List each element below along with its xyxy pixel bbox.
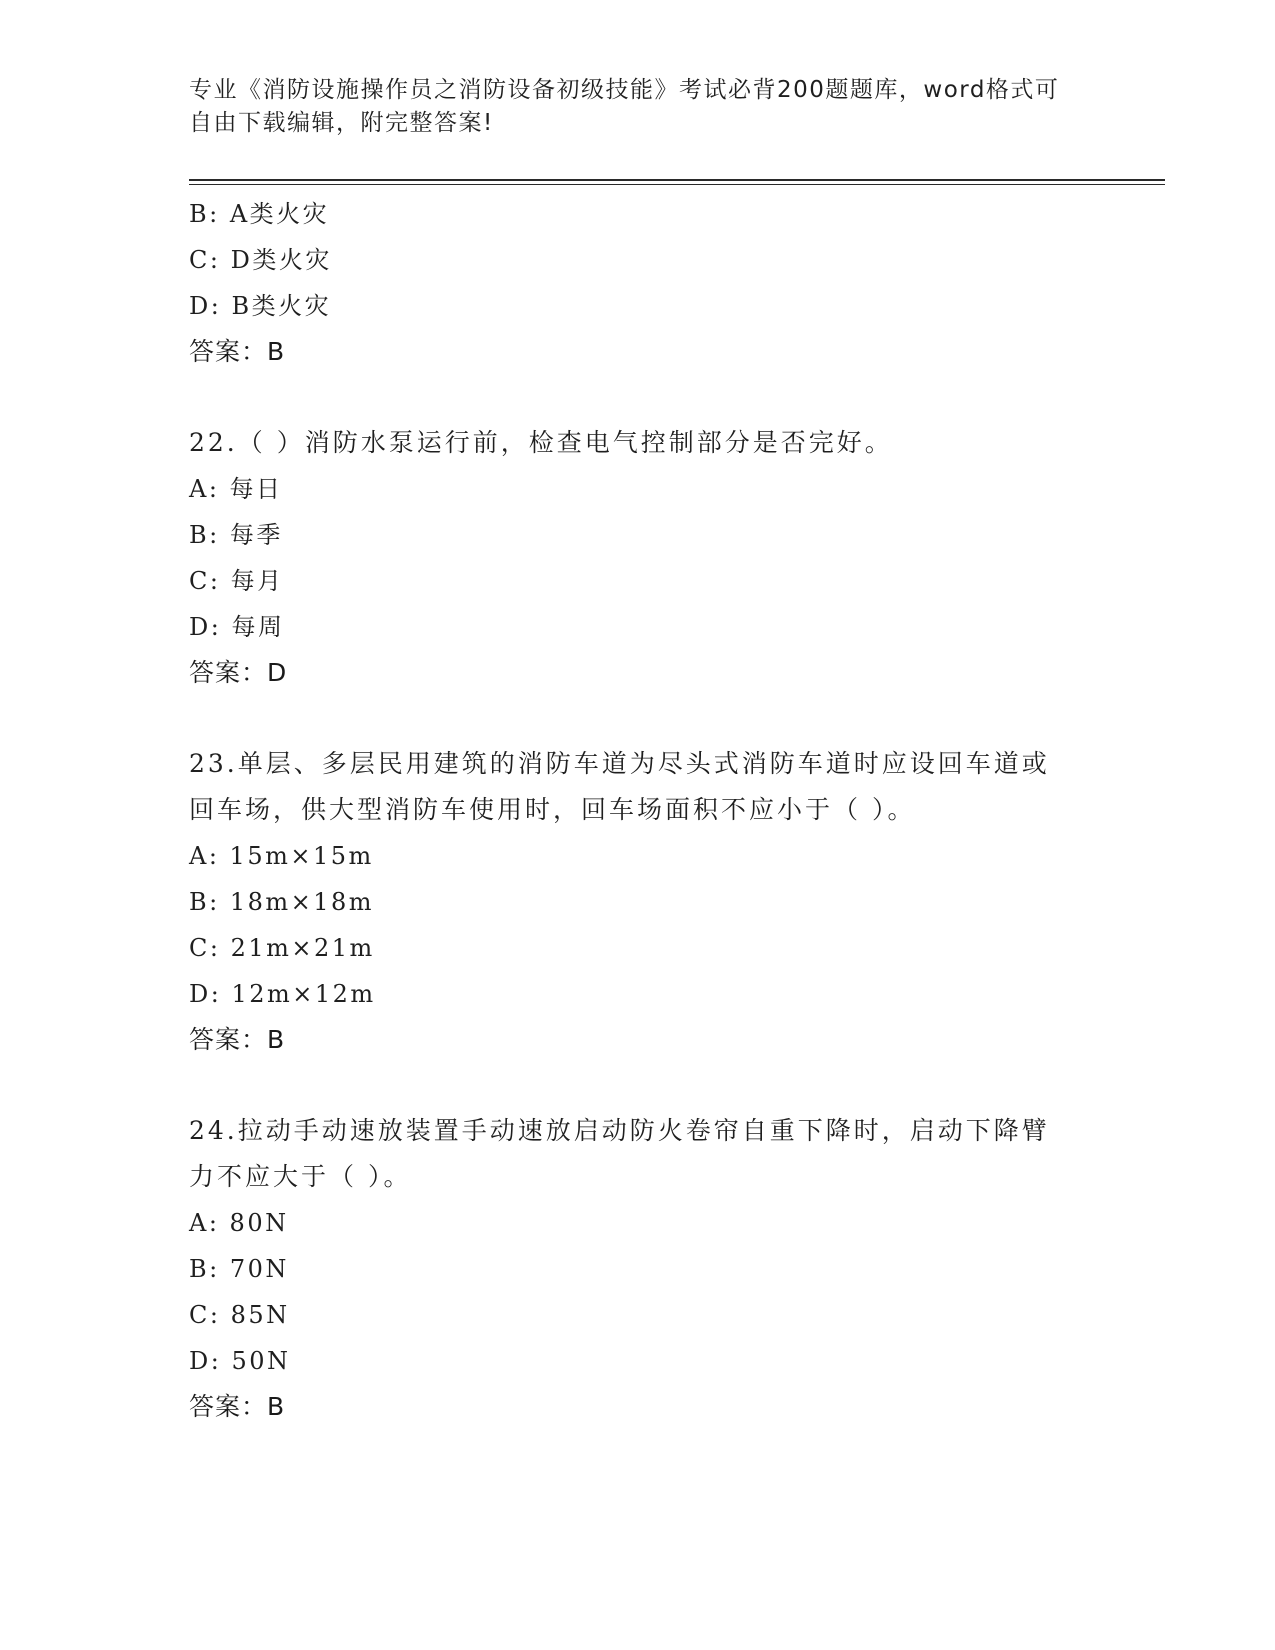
answer: 答案：D [189,658,288,687]
question-text-line-1: 24.拉动手动速放装置手动速放启动防火卷帘自重下降时，启动下降臂 [189,1116,1050,1145]
answer: 答案：B [189,1392,286,1421]
question-23 [189,741,1089,1063]
option-c: C: D类火灾 [189,246,332,274]
option-b: B: A类火灾 [189,200,330,228]
answer: 答案：B [189,1025,286,1054]
option-d: D: 每周 [189,613,285,641]
document-body [189,191,1089,1430]
option-d: D: B类火灾 [189,292,332,320]
answer: 答案：B [189,337,286,366]
option-a: A: 80N [189,1209,289,1237]
header-divider-thin [189,184,1165,185]
question-21-continued [189,191,1089,375]
header-line-1: 专业《消防设施操作员之消防设备初级技能》考试必背200题题库，word格式可 [189,77,1060,103]
option-d: D: 50N [189,1347,291,1375]
option-d: D: 12m×12m [189,980,376,1008]
document-header [189,74,1089,140]
question-text-line-2: 回车场，供大型消防车使用时，回车场面积不应小于（ ）。 [189,795,916,824]
option-b: B: 18m×18m [189,888,375,916]
question-text: 22.（ ）消防水泵运行前，检查电气控制部分是否完好。 [189,428,893,457]
option-a: A: 每日 [189,475,283,503]
question-text-line-2: 力不应大于（ ）。 [189,1162,412,1191]
question-text-line-1: 23.单层、多层民用建筑的消防车道为尽头式消防车道时应设回车道或 [189,749,1050,778]
header-line-2: 自由下载编辑，附完整答案! [189,110,494,136]
option-b: B: 每季 [189,521,283,549]
option-b: B: 70N [189,1255,289,1283]
option-c: C: 85N [189,1301,290,1329]
option-c: C: 每月 [189,567,284,595]
header-divider-thick [189,179,1165,181]
question-24 [189,1108,1089,1430]
option-a: A: 15m×15m [189,842,374,870]
question-22 [189,420,1089,696]
option-c: C: 21m×21m [189,934,375,962]
